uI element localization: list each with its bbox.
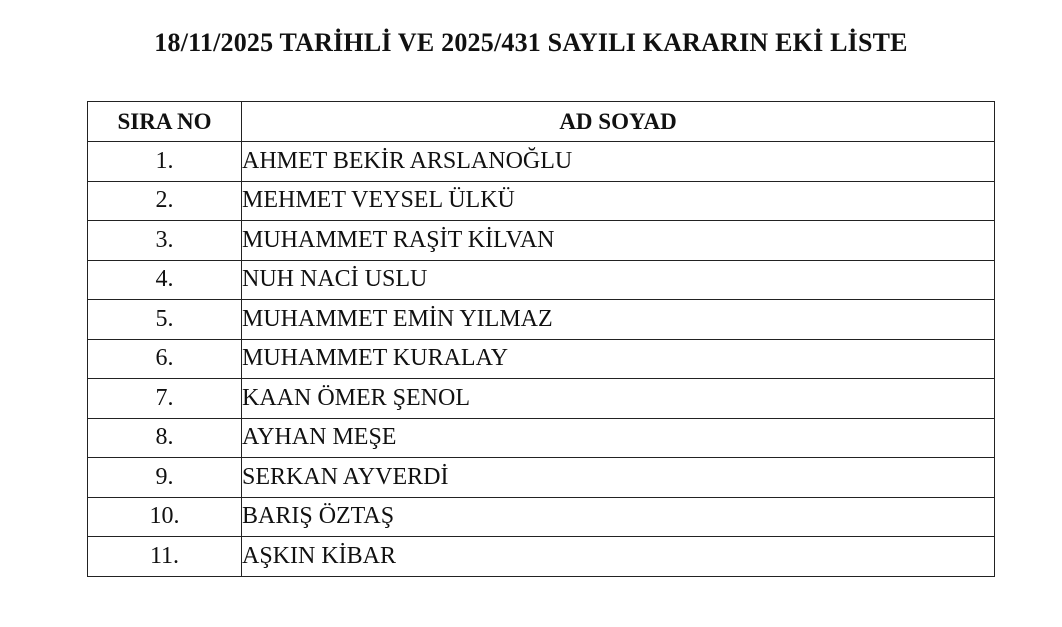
row-name: AYHAN MEŞE — [242, 418, 995, 458]
row-number: 7. — [88, 379, 242, 419]
names-table — [87, 101, 995, 577]
row-number: 10. — [88, 497, 242, 537]
table-row — [88, 221, 995, 261]
table-row — [88, 497, 995, 537]
row-number: 8. — [88, 418, 242, 458]
row-number: 6. — [88, 339, 242, 379]
row-number: 2. — [88, 181, 242, 221]
table-row — [88, 537, 995, 577]
row-number: 9. — [88, 458, 242, 498]
table-row — [88, 181, 995, 221]
row-name: MUHAMMET KURALAY — [242, 339, 995, 379]
table-row — [88, 418, 995, 458]
document-title: 18/11/2025 TARİHLİ VE 2025/431 SAYILI KARARIN EKİ LİSTE — [154, 28, 908, 57]
table-row — [88, 458, 995, 498]
row-name: BARIŞ ÖZTAŞ — [242, 497, 995, 537]
table-row — [88, 379, 995, 419]
table-row — [88, 300, 995, 340]
header-ad-soyad: AD SOYAD — [242, 102, 995, 142]
header-sira-no: SIRA NO — [88, 102, 242, 142]
row-name: NUH NACİ USLU — [242, 260, 995, 300]
row-name: SERKAN AYVERDİ — [242, 458, 995, 498]
row-name: MEHMET VEYSEL ÜLKÜ — [242, 181, 995, 221]
row-number: 11. — [88, 537, 242, 577]
row-name: MUHAMMET RAŞİT KİLVAN — [242, 221, 995, 261]
row-number: 1. — [88, 142, 242, 182]
row-name: AHMET BEKİR ARSLANOĞLU — [242, 142, 995, 182]
table-header-row — [88, 102, 995, 142]
table-row — [88, 142, 995, 182]
row-number: 3. — [88, 221, 242, 261]
row-name: MUHAMMET EMİN YILMAZ — [242, 300, 995, 340]
row-number: 4. — [88, 260, 242, 300]
table-row — [88, 260, 995, 300]
row-name: KAAN ÖMER ŞENOL — [242, 379, 995, 419]
row-name: AŞKIN KİBAR — [242, 537, 995, 577]
table-row — [88, 339, 995, 379]
row-number: 5. — [88, 300, 242, 340]
